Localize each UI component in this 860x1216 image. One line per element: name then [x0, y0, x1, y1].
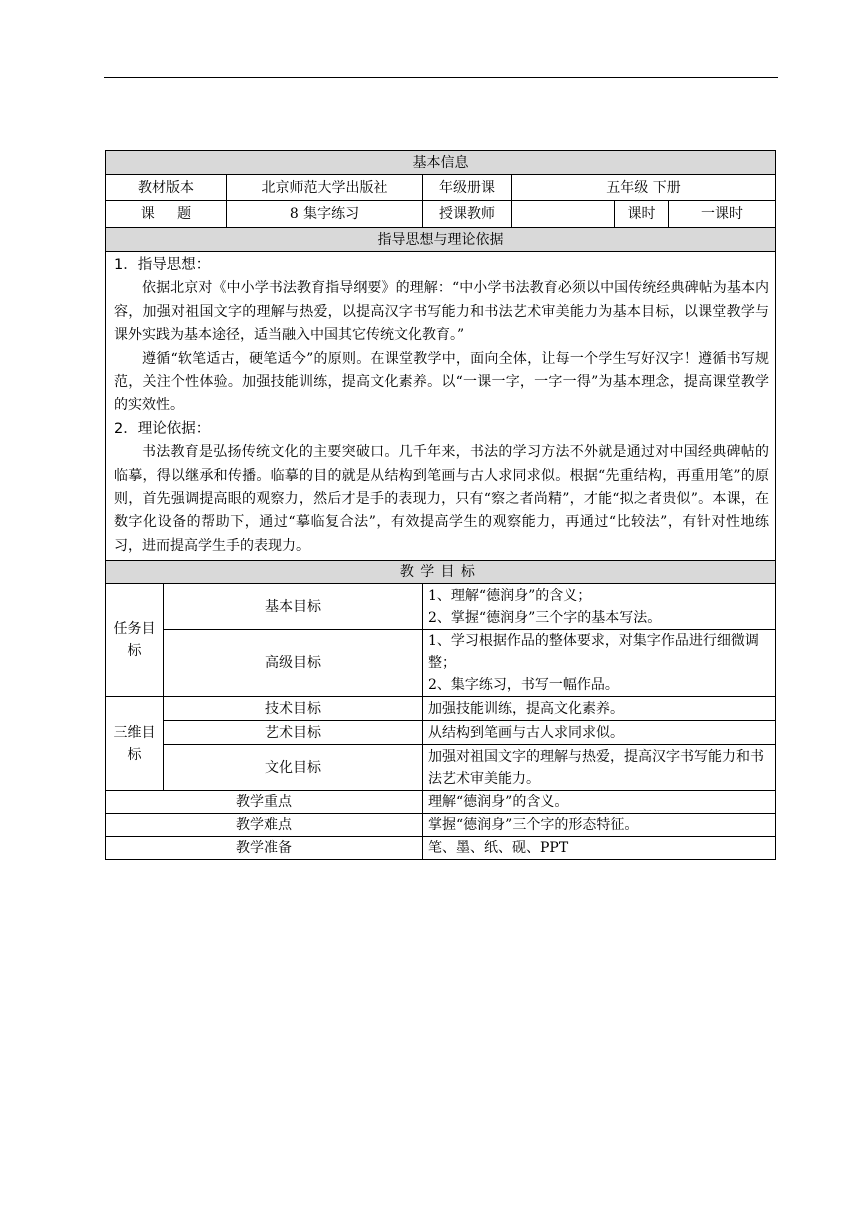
period-value: 一课时: [669, 201, 776, 228]
key-point-value: 理解“德润身”的含义。: [423, 791, 776, 814]
advanced-objective-1: 1、学习根据作品的整体要求，对集字作品进行细微调整；: [428, 633, 759, 672]
textbook-label: 教材版本: [106, 175, 227, 201]
advanced-objective-value: [423, 630, 776, 697]
header-rule: [104, 77, 778, 78]
textbook-value: 北京师范大学出版社: [227, 175, 423, 201]
prep-label: 教学准备: [106, 837, 423, 860]
period-label: 课时: [615, 201, 669, 228]
lesson-label-text: 课题: [140, 206, 214, 222]
guidance-heading-1: 1．指导思想：: [114, 257, 211, 273]
basic-objective-2: 2、掌握“德润身”三个字的基本写法。: [428, 609, 662, 626]
guidance-paragraph-1: 依据北京对《中小学书法教育指导纲要》的理解：“中小学书法教育必须以中国传统经典碑帖为基本内容，加强对祖国文字的理解与热爱，以提高汉字书写能力和书法艺术审美能力为基本目标，以课堂教学与课外实践为基本途径，适当融入中国其它传统文化教育。”: [114, 280, 770, 344]
teacher-value: [512, 201, 615, 228]
objectives-header: 教学目标: [106, 561, 776, 584]
tech-objective-label: 技术目标: [164, 697, 423, 721]
art-objective-value: 从结构到笔画与古人求同求似。: [423, 721, 776, 745]
three-dim-objectives-label: 三维目标: [106, 697, 164, 791]
guidance-heading-2: 2．理论依据：: [114, 420, 211, 437]
advanced-objective-label: 高级目标: [164, 630, 423, 697]
guidance-header: 指导思想与理论依据: [106, 228, 776, 252]
tech-objective-value: 加强技能训练，提高文化素养。: [423, 697, 776, 721]
teacher-label: 授课教师: [423, 201, 512, 228]
lesson-plan-table: [105, 150, 776, 860]
task-objectives-label: 任务目标: [106, 584, 164, 697]
guidance-paragraph-3: 书法教育是弘扬传统文化的主要突破口。几千年来，书法的学习方法不外就是通过对中国经典碑帖的临摹，得以继承和传播。临摹的目的就是从结构到笔画与古人求同求似。根据“先重结构，再重用笔”的原则，首先强调提高眼的观察力，然后才是手的表现力，只有“察之者尚精”，才能“拟之者贵似”。本课，在数字化设备的帮助下，通过“摹临复合法”，有效提高学生的观察能力，再通过“比较法”，有针对性地练习，进而提高学生手的表现力。: [114, 444, 770, 554]
art-objective-label: 艺术目标: [164, 721, 423, 745]
basic-objective-label: 基本目标: [164, 584, 423, 630]
key-point-label: 教学重点: [106, 791, 423, 814]
basic-objective-value: [423, 584, 776, 630]
lesson-value: 8 集字练习: [227, 201, 423, 228]
grade-label: 年级册课: [423, 175, 512, 201]
basic-objective-1: 1、理解“德润身”的含义；: [428, 587, 592, 604]
culture-objective-label: 文化目标: [164, 745, 423, 791]
grade-value: 五年级 下册: [512, 175, 776, 201]
lesson-label: [106, 201, 227, 228]
guidance-body: [106, 252, 776, 561]
basic-info-header: 基本信息: [106, 151, 776, 175]
difficulty-label: 教学难点: [106, 814, 423, 837]
difficulty-value: 掌握“德润身”三个字的形态特征。: [423, 814, 776, 837]
culture-objective-value: 加强对祖国文字的理解与热爱，提高汉字书写能力和书法艺术审美能力。: [423, 745, 776, 791]
guidance-paragraph-2: 遵循“软笔适古，硬笔适今”的原则。在课堂教学中，面向全体，让每一个学生写好汉字！遵循书写规范，关注个性体验。加强技能训练，提高文化素养。以“一课一字，一字一得”为基本理念，提高课堂教学的实效性。: [114, 350, 770, 414]
advanced-objective-2: 2、集字练习，书写一幅作品。: [428, 677, 619, 694]
prep-value: 笔、墨、纸、砚、PPT: [423, 837, 776, 860]
